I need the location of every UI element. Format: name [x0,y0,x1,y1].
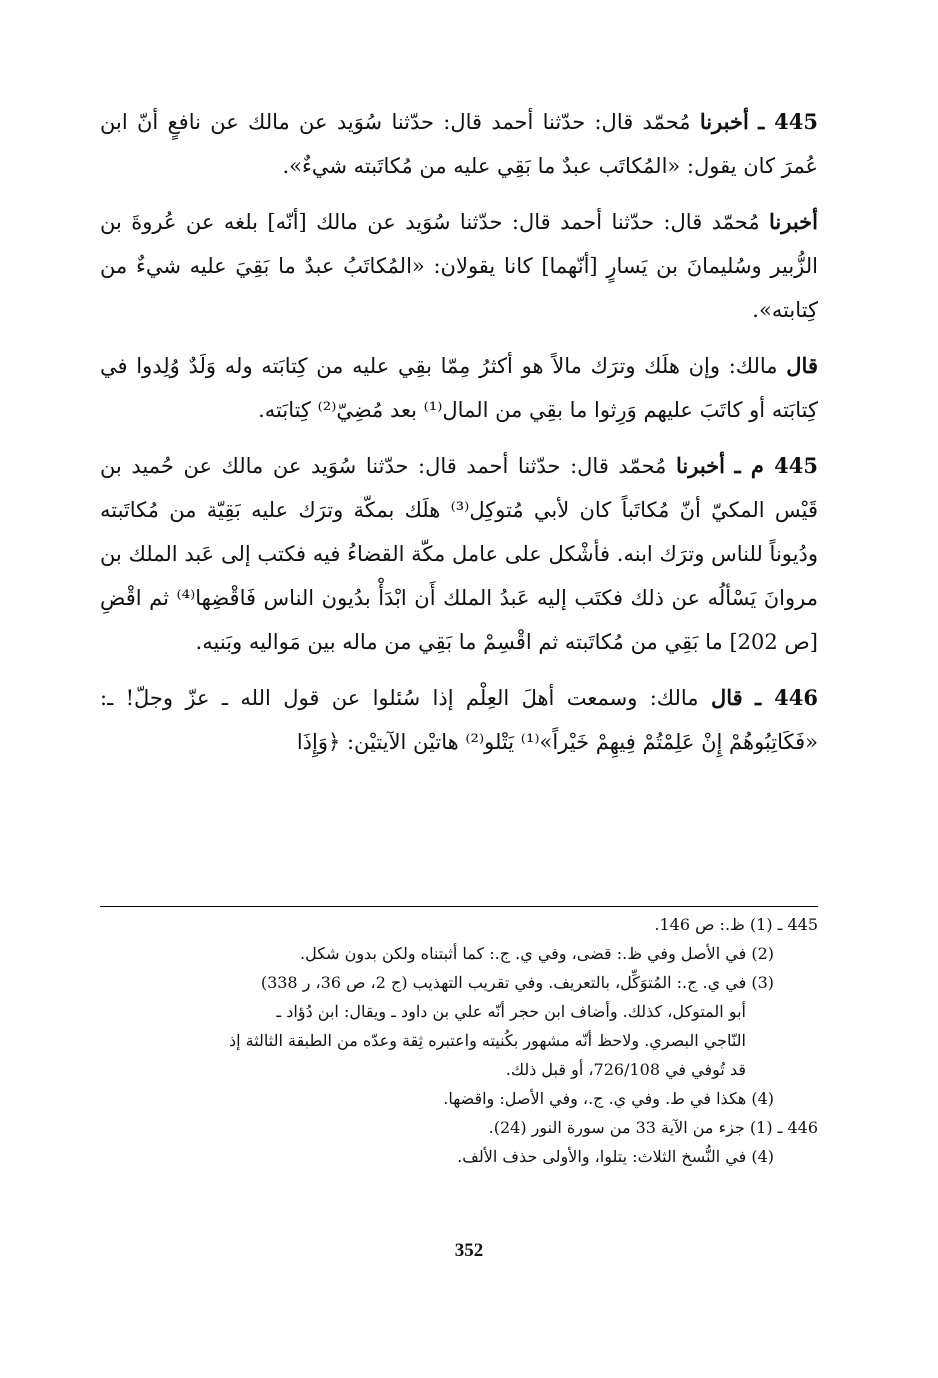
footnote-line: (4) هكذا في ط. وفي ي. ج.، وفي الأصل: واقضها. [443,1089,774,1108]
footnote-line: 445 ـ (1) ظ.: ص 146. [654,915,818,934]
paragraph-text: مالك: وإن هلَك وترَك مالاً هو أكثرُ مِمّا بقِي عليه من كِتابَته وله وَلَدٌ وُلِدوا في كِتابَته أو كاتَبَ عليهم وَرِثوا ما بقِي من المال⁽¹⁾ بعد مُضِيّ⁽²⁾ كِتابَته. [100,354,818,422]
footnotes [100,910,818,1171]
hadith-number: 445 م ـ [734,453,818,478]
paragraph-445m [100,444,818,664]
footnote-line: (3) في ي. ج.: المُتوَكِّل، بالتعريف. وفي تقريب التهذيب (ج 2، ص 36، ر 338) [260,973,774,992]
lead-word: قال [786,353,818,378]
paragraph-text: مالك: وسمعت أهلَ العِلْم إذا سُئلوا عن قول الله ـ عزّ وجلّ! ـ: «فَكَاتِبُوهُمْ إِنْ عَلِمْتُمْ فِيهِمْ خَيْراً»⁽¹⁾ يَتْلو⁽²⁾ هاتيْن الآيتيْن: ﴿وَإِذَا [100,686,818,754]
hadith-number: 445 ـ [758,109,819,134]
paragraph-2 [100,200,818,332]
lead-word: أخبرنا [699,109,749,134]
paragraph-446 [100,676,818,764]
hadith-number: 446 ـ [755,685,819,710]
paragraph-text: مُحمّد قال: حدّثنا أحمد قال: حدّثنا سُوَيد عن مالك عن حُميد بن قَيْس المكيّ أنّ مُكاتَباً كان لأبي مُتوكِل⁽³⁾ هلَك بمكّة وترَك عليه بَقِيّة من مُكاتَبته ودُيوناً للناس وترَك ابنه. فأشْكل على عامل مكّة القضاءُ فيه فكتب إلى عَبد الملك بن مروانَ يَسْألُه عن ذلك فكتَب إليه عَبدُ الملك أَن ابْدَأْ بدُيون الناس فَاقْضِها⁽⁴⁾ ثم اقْضِ [ص 202] ما بَقِي من مُكاتَبته ثم اقْسِمْ ما بَقِي من ماله بين مَواليه وبَنيه. [100,454,819,654]
lead-word: قال [710,685,743,710]
lead-word: أخبرنا [675,453,725,478]
page-number: 352 [454,1240,484,1261]
lead-word: أخبرنا [769,209,818,234]
footnote-line: قد تُوفي في 726/108، أو قبل ذلك. [505,1060,746,1079]
paragraph-3 [100,344,818,432]
paragraph-445 [100,100,818,188]
footnote-line: النّاجي البصري. ولاحظ أنّه مشهور بكُنيته واعتبره ثِقة وعدّه من الطبقة الثالثة إذ [228,1031,746,1050]
footnote-line: (2) في الأصل وفي ظ.: قضى، وفي ي. ج.: كما أثبتناه ولكن بدون شكل. [300,944,774,963]
footnote-line: أبو المتوكل، كذلك. وأضاف ابن حجر أنّه علي بن داود ـ ويقال: ابن دُؤاد ـ [276,1002,746,1021]
paragraph-text: مُحمّد قال: حدّثنا أحمد قال: حدّثنا سُوَيد عن مالك عن نافعٍ أنّ ابن عُمرَ كان يقول: «المُكاتَب عبدٌ ما بَقِي عليه من مُكاتَبته شيءٌ». [100,110,818,178]
footnote-line: 446 ـ (1) جزء من الآية 33 من سورة النور (24). [488,1118,818,1137]
footnote-line: (4) في النُّسخ الثلاث: يتلوا، والأولى حذف الألف. [457,1147,774,1166]
main-text [100,100,818,776]
paragraph-text: مُحمّد قال: حدّثنا أحمد قال: حدّثنا سُوَيد عن مالك [أنّه] بلغه عن عُروةَ بن الزُّبير وسُليمانَ بن يَسارٍ [أنّهما] كانا يقولان: «المُكاتَبُ عبدٌ ما بَقِيَ عليه شيءٌ من كِتابته». [100,210,818,322]
footnote-divider [100,906,818,907]
